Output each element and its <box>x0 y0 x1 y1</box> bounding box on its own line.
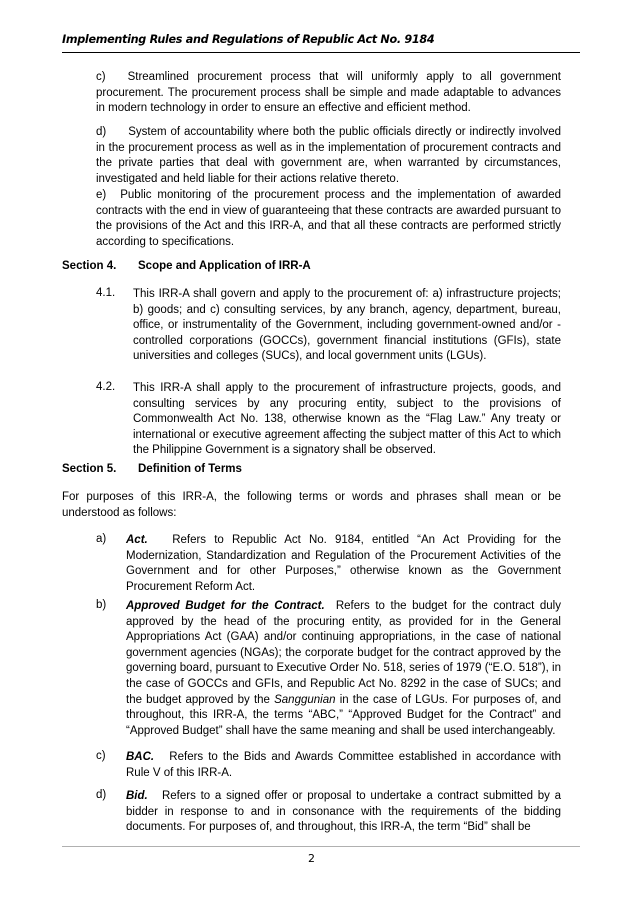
intro-item-label: c) <box>96 71 106 83</box>
definition-italic-term: Sanggunian <box>274 693 336 706</box>
definition-label: a) <box>96 533 107 545</box>
definition-label: b) <box>96 599 107 611</box>
definition-text: Refers to the Bids and Awards Committee established in accordance with Rule V of this IRR-A. <box>126 751 561 779</box>
intro-item-label: d) <box>96 126 107 138</box>
intro-item-text: Public monitoring of the procurement process and the implementation of awarded contracts with the end in view of guaranteeing that these contracts are awarded pursuant to the provisions of the Act and this IRR-A, and that all these contracts are performed strictly according to specifications. <box>96 189 561 248</box>
definition-term: BAC. <box>126 751 155 763</box>
definition-abc <box>126 599 561 739</box>
definition-text-continued: in the case of LGUs. For purposes of, and throughout, this IRR-A, the terms “ABC,” “Approved Budget for the Contract” and “Approved Budget” shall have the same meaning and shall be used interchangeably. <box>126 693 561 737</box>
footer-divider <box>62 846 580 847</box>
definition-bac <box>126 750 561 781</box>
definition-act <box>126 533 561 595</box>
intro-item-d <box>96 125 561 187</box>
intro-item-e <box>96 188 561 250</box>
page-number: 2 <box>308 852 315 865</box>
definition-label: c) <box>96 750 106 762</box>
section-4-heading <box>62 260 311 272</box>
section-title: Scope and Application of IRR-A <box>138 260 311 272</box>
section-title: Definition of Terms <box>138 463 242 475</box>
section-4-item-2: This IRR-A shall apply to the procurement of infrastructure projects, goods, and consulting services by any procuring entity, subject to the provisions of Commonwealth Act No. 138, otherwise known as the “Flag Law.” Any treaty or international or executive agreement affecting the subject matter of this Act to which the Philippine Government is a signatory shall be observed. <box>133 382 561 457</box>
intro-item-c <box>96 70 561 117</box>
definition-text: Refers to Republic Act No. 9184, entitled “An Act Providing for the Modernization, Standardization and Regulation of the Procurement Activities of the Government and for other Purposes,” otherwise known as the Government Procurement Reform Act. <box>126 534 561 593</box>
definition-bid <box>126 789 561 836</box>
running-header: Implementing Rules and Regulations of Republic Act No. 9184 <box>62 33 435 46</box>
definition-term: Bid. <box>126 790 148 802</box>
section-number: Section 5. <box>62 463 117 475</box>
definition-text: Refers to the budget for the contract duly approved by the head of the procuring entity, as provided for in the General Appropriations Act (GAA) and/or continuing appropriations, in the case of national government agencies (NGAs); the corporate budget for the contract approved by the governing board, pursuant to Executive Order No. 518, series of 1979 (“E.O. 518”), in the case of GOCCs and GFIs, and Republic Act No. 8292 in the case of SUCs; and the budget approved by the <box>126 600 561 706</box>
section-5-intro: For purposes of this IRR-A, the following terms or words and phrases shall mean or be understood as follows: <box>62 491 561 519</box>
header-divider <box>62 52 580 53</box>
definition-text: Refers to a signed offer or proposal to undertake a contract submitted by a bidder in response to and in consonance with the requirements of the bidding documents. For purposes of, and throughout, this IRR-A, the term “Bid” shall be <box>126 790 561 834</box>
section-4-item-1: This IRR-A shall govern and apply to the procurement of: a) infrastructure projects; b) goods; and c) consulting services, by any branch, agency, department, bureau, office, or instrumentality of the Government, including government-owned and/or -controlled corporations (GOCCs), government financial institutions (GFIs), state universities and colleges (SUCs), and local government units (LGUs). <box>133 288 561 363</box>
intro-item-text: Streamlined procurement process that will uniformly apply to all government procurement. The procurement process shall be simple and made adaptable to advances in modern technology in order to ensure an effective and efficient method. <box>96 71 561 115</box>
section-number: Section 4. <box>62 260 117 272</box>
definition-term: Approved Budget for the Contract. <box>126 600 325 612</box>
item-number: 4.1. <box>96 287 116 299</box>
definition-term: Act. <box>126 534 148 546</box>
definition-label: d) <box>96 789 107 801</box>
intro-item-label: e) <box>96 189 107 201</box>
intro-item-text: System of accountability where both the public officials directly or indirectly involved in the procurement process as well as in the implementation of procurement contracts and the private parties that deal with government are, when warranted by circumstances, investigated and held liable for their actions relative thereto. <box>96 126 561 185</box>
item-number: 4.2. <box>96 381 116 393</box>
section-5-heading <box>62 463 242 475</box>
